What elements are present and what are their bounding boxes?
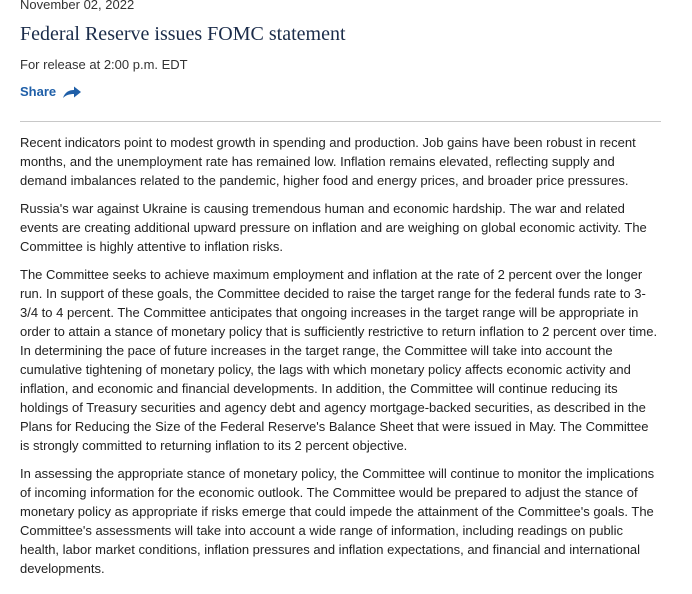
statement-paragraph: Russia's war against Ukraine is causing tremendous human and economic hardship. The war and related events are creating additional upward pressure on inflation and are weighing on global economic activity. The Committee is highly attentive to inflation risks. xyxy=(20,201,647,254)
header-divider xyxy=(20,121,661,122)
share-label: Share xyxy=(20,84,57,99)
share-arrow-icon xyxy=(62,85,82,99)
statement-paragraph: In assessing the appropriate stance of monetary policy, the Committee will continue to monitor the implications of incoming information for the economic outlook. The Committee would be prepared to adjust the stance of monetary policy as appropriate if risks emerge that could impede the attainment of the Committee's goals. The Committee's assessments will take into account a wide range of information, including readings on public health, labor market conditions, inflation pressures and inflation expectations, and financial and international developments. xyxy=(20,466,655,576)
page-title: Federal Reserve issues FOMC statement xyxy=(20,23,346,45)
statement-paragraph: Recent indicators point to modest growth in spending and production. Job gains have been robust in recent months, and the unemployment rate has remained low. Inflation remains elevated, reflecting supply and demand imbalances related to the pandemic, higher food and energy prices, and broader price pressures. xyxy=(20,135,636,188)
statement-paragraph: The Committee seeks to achieve maximum employment and inflation at the rate of 2 percent over the longer run. In support of these goals, the Committee decided to raise the target range for the federal funds rate to 3-3/4 to 4 percent. The Committee anticipates that ongoing increases in the target range will be appropriate in order to attain a stance of monetary policy that is sufficiently restrictive to return inflation to 2 percent over time. In determining the pace of future increases in the target range, the Committee will take into account the cumulative tightening of monetary policy, the lags with which monetary policy affects economic activity and inflation, and economic and financial developments. In addition, the Committee will continue reducing its holdings of Treasury securities and agency debt and agency mortgage-backed securities, as described in the Plans for Reducing the Size of the Federal Reserve's Balance Sheet that were issued in May. The Committee is strongly committed to returning inflation to its 2 percent objective. xyxy=(20,267,658,453)
release-time: For release at 2:00 p.m. EDT xyxy=(20,57,188,72)
share-button[interactable] xyxy=(20,84,82,100)
release-date: November 02, 2022 xyxy=(20,0,135,12)
statement-body xyxy=(20,133,660,587)
